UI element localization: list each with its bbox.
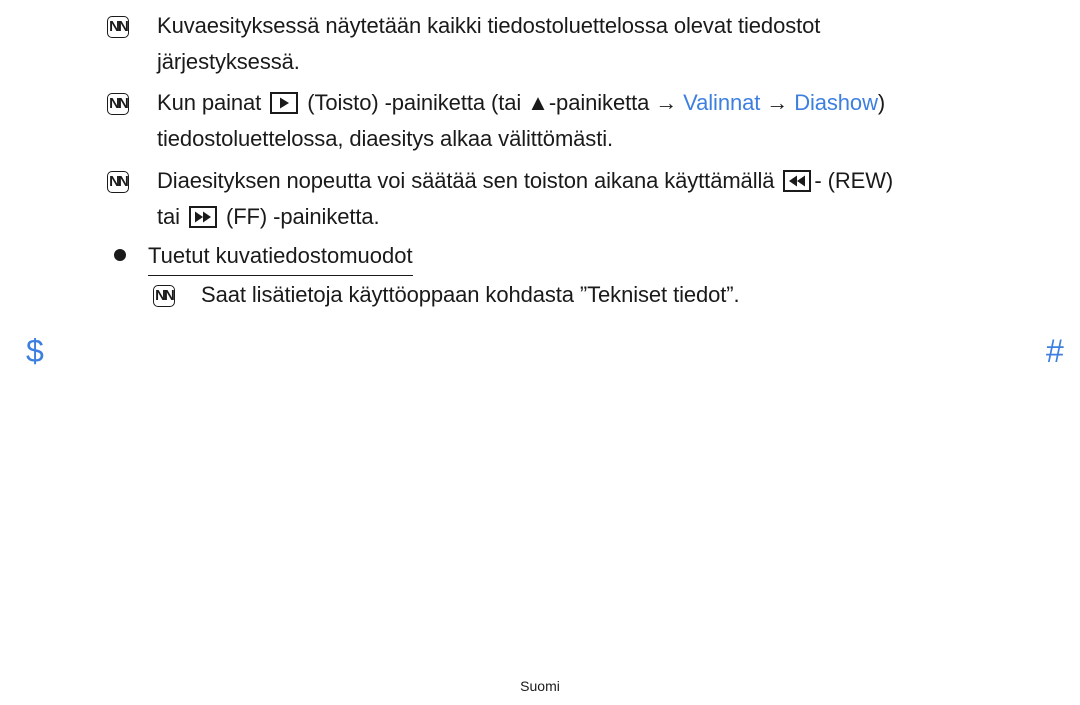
bullet-dot bbox=[114, 249, 126, 261]
note-2-text-before: Kun painat bbox=[157, 90, 262, 115]
note-icon: NN bbox=[107, 16, 129, 38]
note-1 bbox=[157, 8, 820, 80]
note-3-text-before: Diaesityksen nopeutta voi säätää sen toiston aikana käyttämällä bbox=[157, 168, 775, 193]
fast-forward-icon bbox=[189, 206, 217, 228]
note-2-text-after: (Toisto) -painiketta (tai ▲-painiketta → bbox=[307, 90, 678, 115]
play-icon bbox=[270, 92, 298, 114]
note-icon: NN bbox=[107, 93, 129, 115]
valinnat-link[interactable]: Valinnat bbox=[683, 90, 761, 115]
bullet-note bbox=[201, 277, 740, 313]
note-icon: NN bbox=[107, 171, 129, 193]
note-3-text-after: - (REW) bbox=[814, 168, 894, 193]
note-icon: NN bbox=[153, 285, 175, 307]
prev-page-button[interactable]: $ bbox=[26, 333, 44, 369]
note-3 bbox=[157, 163, 893, 235]
bullet-heading: Tuetut kuvatiedostomuodot bbox=[148, 238, 413, 276]
note-3-line-2 bbox=[157, 199, 893, 235]
note-3-line-2-after: (FF) -painiketta. bbox=[225, 204, 380, 229]
note-2-line-2: tiedostoluettelossa, diaesitys alkaa välittömästi. bbox=[157, 126, 614, 151]
close-paren: ) bbox=[877, 90, 886, 115]
diashow-link[interactable]: Diashow bbox=[794, 90, 878, 115]
note-3-line-2-before: tai bbox=[157, 204, 180, 229]
note-2-line-1 bbox=[157, 85, 885, 121]
note-3-line-1 bbox=[157, 163, 893, 199]
footer-language: Suomi bbox=[520, 678, 560, 694]
note-2 bbox=[157, 85, 885, 157]
bullet-note-text: Saat lisätietoja käyttöoppaan kohdasta ”Tekniset tiedot”. bbox=[201, 282, 740, 307]
next-page-button[interactable]: # bbox=[1046, 333, 1064, 369]
note-1-line-2: järjestyksessä. bbox=[157, 49, 300, 74]
note-1-line-1: Kuvaesityksessä näytetään kaikki tiedostoluettelossa olevat tiedostot bbox=[157, 13, 821, 38]
arrow-text: → bbox=[766, 90, 789, 115]
rewind-icon bbox=[783, 170, 811, 192]
